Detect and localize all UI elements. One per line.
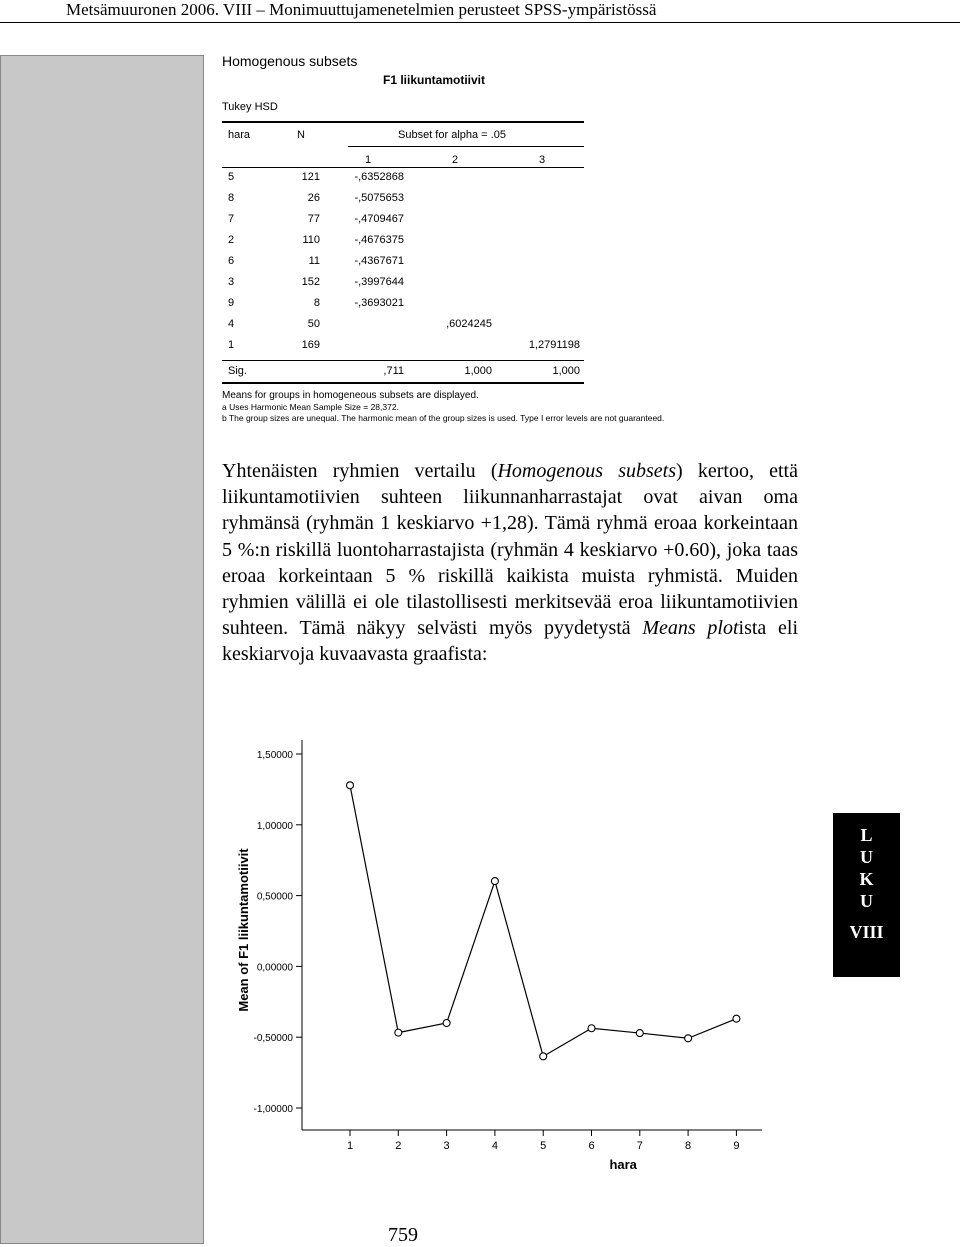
col-header-subset: Subset for alpha = .05	[398, 129, 506, 141]
paragraph-italic: Means plot	[642, 617, 739, 640]
x-tick-label: 9	[733, 1140, 740, 1152]
cell-hara: 4	[228, 318, 235, 330]
paragraph-text: ) kertoo, että liikuntamotiivien suhteen liikunnanharrastajat ovat aivan oma ryhmänsä (ryhmän 1 keskiarvo +1,28). Tämä ryhmä eroaa korkeintaan 5 %:n riskillä luontoharrastajista (ryhmän 4 keskiarvo +0.60), joka taas eroaa korkeintaan 5 % riskillä kaikista muista ryhmistä. Muiden ryhmien välillä ei ole tilastollisesti merkitsevää eroa liikuntamotiivien suhteen. Tämä näkyy selvästi myös pyydetystä	[222, 460, 798, 640]
x-tick-label: 7	[636, 1140, 643, 1152]
section-title: Homogenous subsets	[222, 53, 358, 69]
series-line	[350, 785, 736, 1056]
chapter-tab	[833, 813, 900, 977]
note: a Uses Harmonic Mean Sample Size = 28,372.	[222, 402, 399, 412]
margin-panel	[0, 55, 204, 1244]
body-paragraph	[222, 458, 798, 668]
cell-n: 77	[307, 213, 320, 225]
data-point	[395, 1029, 402, 1036]
sig-value: 1,000	[552, 365, 580, 377]
method-label: Tukey HSD	[222, 101, 278, 113]
cell-hara: 6	[228, 255, 235, 267]
x-tick-label: 6	[588, 1140, 595, 1152]
subset-number: 3	[539, 154, 546, 166]
x-tick-label: 2	[395, 1140, 402, 1152]
subset-rule	[348, 146, 584, 147]
x-tick-label: 3	[443, 1140, 450, 1152]
table-top-rule	[222, 121, 584, 123]
cell-n: 8	[313, 297, 320, 309]
cell-subset-1: -,6352868	[354, 171, 404, 183]
cell-hara: 1	[228, 339, 235, 351]
sig-label: Sig.	[228, 365, 247, 377]
cell-hara: 8	[228, 192, 235, 204]
subset-number: 2	[452, 154, 459, 166]
y-tick-label: -1,00000	[253, 1104, 293, 1115]
cell-hara: 5	[228, 171, 235, 183]
x-axis-label: hara	[609, 1157, 637, 1172]
table-title: F1 liikuntamotiivit	[383, 73, 486, 87]
chapter-letter: U	[860, 847, 873, 867]
note: Means for groups in homogeneous subsets are displayed.	[222, 390, 479, 401]
subset-number: 1	[365, 154, 372, 166]
cell-hara: 3	[228, 276, 235, 288]
cell-subset-2: ,6024245	[446, 318, 492, 330]
header-bottom-rule	[222, 167, 584, 168]
y-axis-label: Mean of F1 liikuntamotiivit	[236, 848, 251, 1012]
cell-n: 11	[308, 255, 320, 267]
sig-value: ,711	[383, 365, 404, 377]
cell-n: 50	[307, 318, 320, 330]
cell-n: 121	[301, 171, 320, 183]
note: b The group sizes are unequal. The harmonic mean of the group sizes is used. Type I error levels are not guaranteed.	[222, 413, 665, 423]
cell-subset-3: 1,2791198	[528, 339, 580, 351]
data-point	[491, 878, 498, 885]
chapter-letter: K	[859, 869, 874, 889]
data-point	[588, 1025, 595, 1032]
paragraph-italic: Homogenous subsets	[497, 460, 676, 482]
cell-hara: 2	[228, 234, 235, 246]
data-point	[733, 1015, 740, 1022]
cell-subset-1: -,3693021	[354, 297, 404, 309]
y-tick-label: -0,50000	[253, 1033, 293, 1045]
sig-rule	[222, 360, 584, 361]
data-point	[685, 1035, 692, 1042]
data-point	[443, 1020, 450, 1027]
table-bottom-rule	[222, 382, 584, 384]
sig-value: 1,000	[464, 365, 492, 377]
y-tick-label: 1,50000	[256, 750, 293, 761]
cell-n: 110	[302, 234, 320, 246]
cell-subset-1: -,3997644	[354, 276, 404, 288]
cell-subset-1: -,4676375	[354, 234, 404, 246]
col-header-n: N	[297, 129, 305, 141]
data-point	[347, 782, 354, 789]
cell-subset-1: -,4709467	[354, 213, 404, 225]
x-tick-label: 8	[685, 1140, 692, 1152]
page-number: 759	[388, 1224, 418, 1246]
y-tick-label: 0,50000	[256, 891, 293, 903]
cell-subset-1: -,4367671	[354, 255, 404, 267]
cell-hara: 9	[228, 297, 235, 309]
paragraph-text: Yhtenäisten ryhmien vertailu (	[222, 460, 498, 482]
data-point	[636, 1030, 643, 1037]
running-header: Metsämuuronen 2006. VIII – Monimuuttujamenetelmien perusteet SPSS-ympäristössä	[66, 0, 657, 19]
chapter-letter: U	[860, 891, 873, 911]
cell-n: 169	[301, 339, 320, 351]
y-tick-label: 0,00000	[256, 962, 293, 974]
chapter-letter: L	[860, 825, 873, 845]
y-tick-label: 1,00000	[256, 820, 293, 832]
cell-hara: 7	[228, 213, 235, 225]
x-tick-label: 1	[346, 1140, 354, 1152]
means-plot	[222, 730, 782, 1175]
table-notes	[222, 390, 664, 424]
header-rule	[0, 22, 960, 23]
data-point	[540, 1053, 547, 1060]
cell-subset-1: -,5075653	[354, 192, 404, 204]
chapter-number: VIII	[849, 922, 884, 942]
cell-n: 26	[307, 192, 320, 204]
paragraph-text: ista eli keskiarvoja kuvaavasta graafista:	[222, 617, 799, 666]
cell-n: 152	[301, 276, 320, 288]
x-tick-label: 4	[491, 1140, 498, 1152]
x-tick-label: 5	[540, 1140, 547, 1152]
col-header-hara: hara	[228, 129, 251, 141]
